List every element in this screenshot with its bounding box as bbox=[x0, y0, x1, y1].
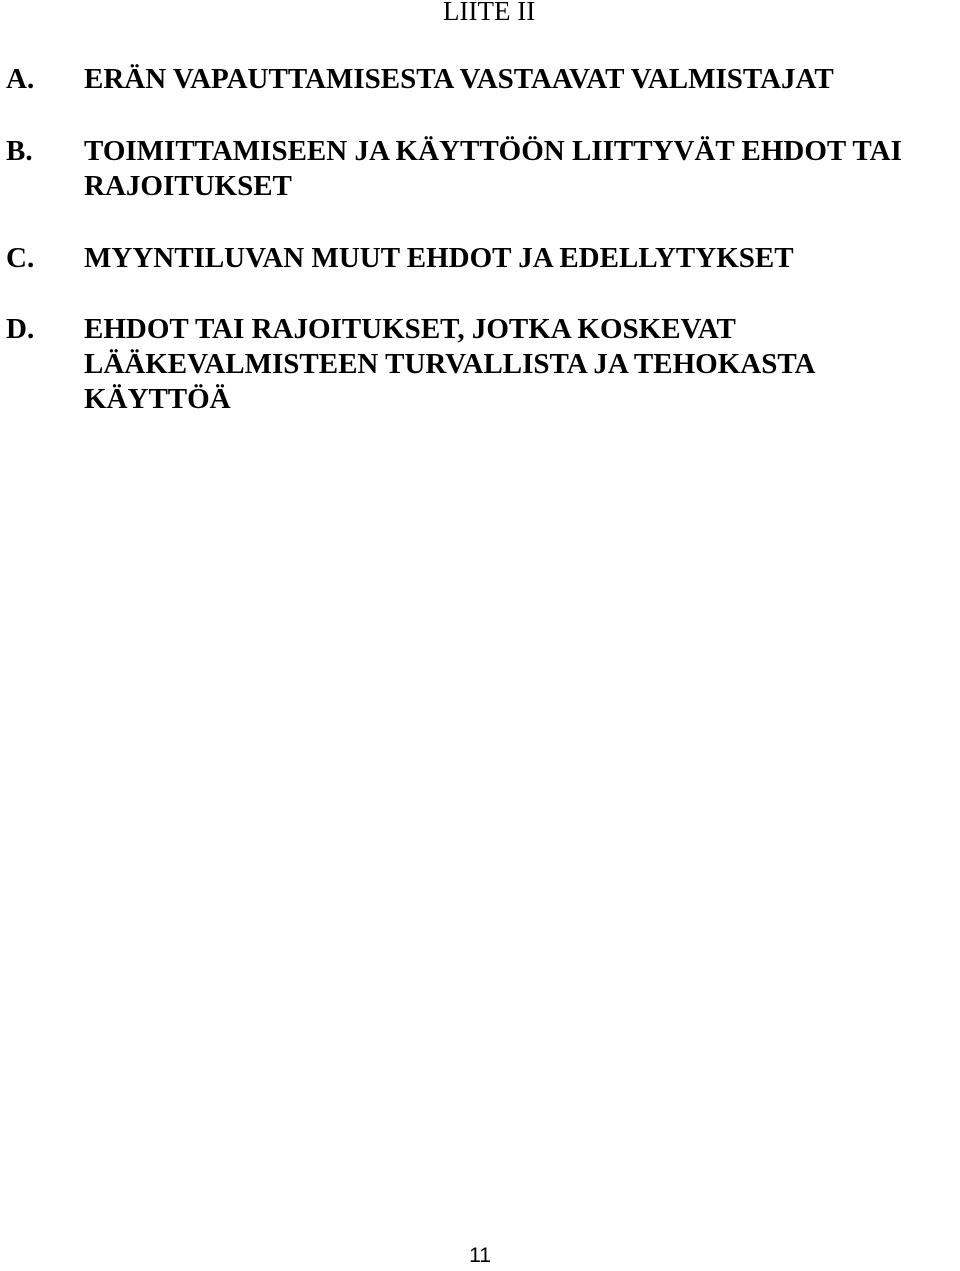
section-d bbox=[0, 312, 960, 417]
section-letter: B. bbox=[6, 135, 33, 167]
section-a bbox=[0, 62, 960, 97]
section-b bbox=[0, 134, 960, 204]
section-heading: TOIMITTAMISEEN JA KÄYTTÖÖN LIITTYVÄT EHDOT TAI RAJOITUKSET bbox=[84, 135, 902, 202]
section-heading: MYYNTILUVAN MUUT EHDOT JA EDELLYTYKSET bbox=[84, 242, 794, 274]
section-c bbox=[0, 241, 960, 276]
section-heading: ERÄN VAPAUTTAMISESTA VASTAAVAT VALMISTAJAT bbox=[84, 63, 834, 95]
section-letter: A. bbox=[6, 63, 35, 95]
section-letter: C. bbox=[6, 242, 35, 274]
page-number: 11 bbox=[469, 1244, 491, 1267]
section-heading: EHDOT TAI RAJOITUKSET, JOTKA KOSKEVAT LÄÄKEVALMISTEEN TURVALLISTA JA TEHOKASTA KÄYTTÖÄ bbox=[84, 313, 816, 415]
section-letter: D. bbox=[6, 313, 35, 345]
annex-title: LIITE II bbox=[443, 0, 536, 26]
